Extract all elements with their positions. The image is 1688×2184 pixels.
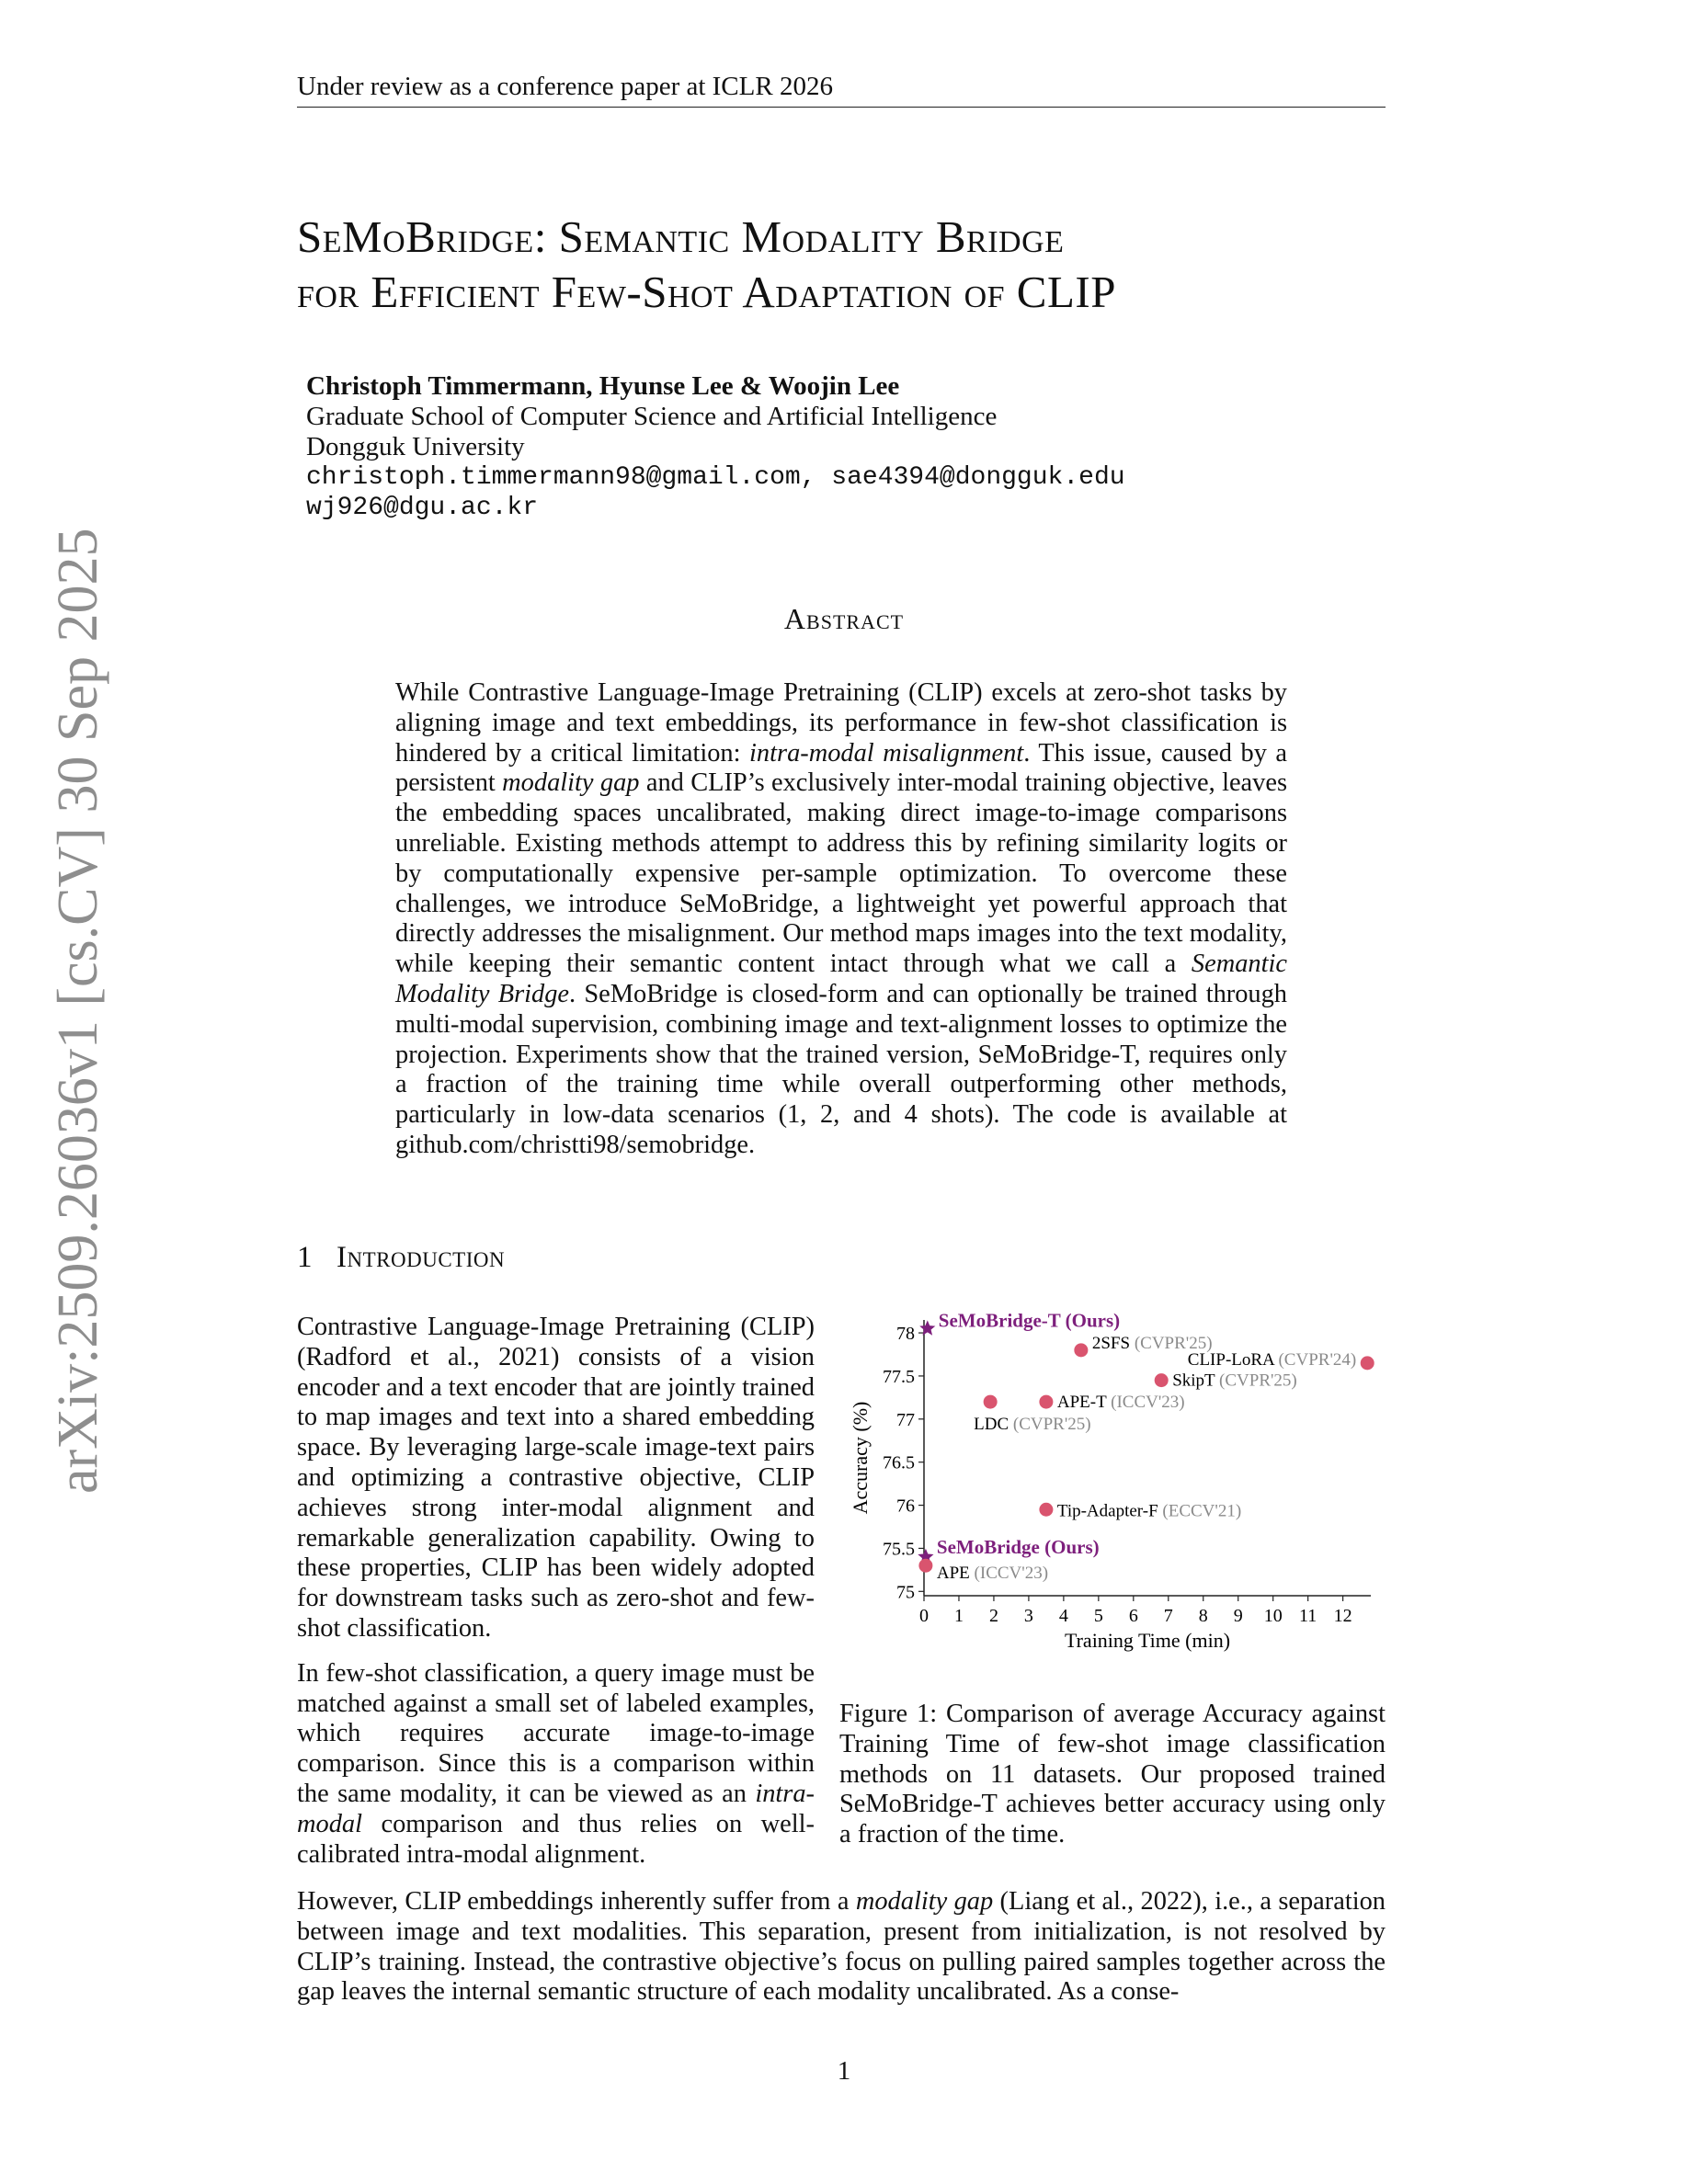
y-tick-label: 78	[896, 1324, 915, 1345]
data-point	[918, 1559, 932, 1573]
x-tick-label: 3	[1023, 1606, 1033, 1626]
y-tick-label: 77.5	[883, 1366, 915, 1387]
y-tick-label: 77	[896, 1409, 915, 1430]
data-point-label	[1188, 1350, 1356, 1370]
method-name: CLIP-LoRA	[1187, 1349, 1274, 1370]
x-tick-label: 7	[1163, 1606, 1173, 1626]
method-name: APE-T	[1056, 1393, 1107, 1413]
x-tick-label: 10	[1263, 1606, 1283, 1626]
x-tick-label: 4	[1058, 1606, 1068, 1626]
section-heading	[297, 1241, 505, 1275]
x-axis-label: Training Time (min)	[1064, 1629, 1231, 1652]
data-point	[1039, 1503, 1053, 1517]
intro-full-width-paragraph	[297, 1887, 1386, 2022]
data-point-label	[974, 1415, 1090, 1434]
method-name: SeMoBridge (Ours)	[936, 1535, 1100, 1558]
abstract-body	[395, 678, 1287, 1161]
abstract-emphasis-2: modality gap	[502, 768, 640, 798]
method-name: APE	[936, 1564, 970, 1584]
abstract-text-4: . SeMoBridge is closed-form and can optionally be trained through multi-modal supervision, combining image and text-alignment losses to optimize the projection. Experiments show that the trained version, SeMoBridge-T, requires only a fraction of the training time while overall outperforming other methods, particularly in low-data scenarios (1, 2, and 4 shots). The code is available at github.com/christti98/semobridge.	[395, 979, 1288, 1159]
abstract-text-3: and CLIP’s exclusively inter-modal training objective, leaves the embedding spaces uncalibrated, making direct image-to-image comparisons unreliable. Existing methods attempt to address this by refining similarity logits or by computationally expensive per-sample optimization. To overcome these challenges, we introduce SeMoBridge, a lightweight yet powerful approach that directly addresses the misalignment. Our method maps images into the text modality, while keeping their semantic content intact through what we call a	[395, 768, 1288, 979]
data-point-label	[1057, 1393, 1185, 1412]
data-point	[1361, 1356, 1374, 1370]
author-emails: christoph.timmermann98@gmail.com, sae4394@dongguk.edu	[306, 463, 1125, 492]
intro-left-column	[297, 1313, 815, 1884]
method-venue: (CVPR'24)	[1273, 1349, 1357, 1370]
x-tick-label: 1	[953, 1606, 964, 1626]
x-tick-label: 6	[1128, 1606, 1138, 1626]
method-name: 2SFS	[1091, 1333, 1131, 1353]
abstract-heading: Abstract	[783, 602, 905, 635]
y-tick-label: 75	[896, 1582, 915, 1603]
intro-p2-text-a: In few-shot classification, a query image must be matched against a small set of labeled examples, which requires accurate image-to-image comparison. Since this is a comparison within the same modality, it can be viewed as an	[297, 1658, 815, 1808]
x-tick-label: 11	[1299, 1606, 1317, 1626]
method-venue: (ICCV'23)	[1106, 1393, 1185, 1413]
data-point	[984, 1395, 998, 1409]
y-tick-label: 75.5	[883, 1539, 915, 1560]
method-venue: (CVPR'25)	[1130, 1333, 1213, 1353]
intro-paragraph-3	[297, 1887, 1386, 2008]
affiliation-school: Graduate School of Computer Science and Artificial Intelligence	[306, 402, 998, 431]
data-point-label	[937, 1564, 1048, 1583]
y-axis-label: Accuracy (%)	[849, 1401, 872, 1515]
abstract-text-2: . This issue, caused by a persistent	[395, 738, 1288, 798]
title-line-2: for Efficient Few-Shot Adaptation of CLIP	[297, 267, 1116, 317]
data-point	[1074, 1343, 1088, 1357]
data-point-label	[1172, 1371, 1297, 1391]
intro-p3-text-a: However, CLIP embeddings inherently suffer from a	[297, 1887, 856, 1916]
method-name: Tip-Adapter-F	[1056, 1501, 1158, 1521]
x-tick-label: 9	[1233, 1606, 1243, 1626]
x-tick-label: 12	[1333, 1606, 1352, 1626]
abstract-emphasis-1: intra-modal misalignment	[749, 738, 1024, 768]
paper-title	[297, 210, 1400, 320]
abstract-emphasis-3: Semantic Modality Bridge	[395, 950, 1287, 1008]
intro-p3-text-b: (Liang et al., 2022), i.e., a separation between image and text modalities. This separation, present from initialization, is not resolved by CLIP’s training. Instead, the contrastive objective’s focus on pulling paired samples together across the gap leaves the internal semantic structure of each modality uncalibrated. As a conse-	[297, 1887, 1386, 2007]
method-venue: (CVPR'25)	[1009, 1415, 1091, 1435]
accuracy-vs-time-scatter	[839, 1313, 1386, 1653]
data-point-label	[939, 1313, 1120, 1331]
figure-1-caption: Figure 1: Comparison of average Accuracy against Training Time of few-shot image classification methods on 11 datasets. Our proposed trained SeMoBridge-T achieves better accuracy using only a fraction of the time.	[839, 1700, 1386, 1849]
intro-p2-text-b: comparison and thus relies on well-calibrated intra-modal alignment.	[297, 1809, 815, 1869]
data-point-label	[1057, 1501, 1241, 1520]
method-name: SkipT	[1172, 1371, 1215, 1391]
figure-1-chart	[839, 1313, 1386, 1653]
data-point	[1039, 1395, 1053, 1409]
section-number: 1	[297, 1241, 313, 1274]
data-point	[1155, 1373, 1169, 1387]
abstract-text-1: While Contrastive Language-Image Pretraining (CLIP) excels at zero-shot tasks by aligning image and text embeddings, its performance in few-shot classification is hindered by a critical limitation:	[395, 678, 1287, 768]
intro-paragraph-1: Contrastive Language-Image Pretraining (CLIP) (Radford et al., 2021) consists of a vision encoder and a text encoder that are jointly trained to map images and text into a shared embedding space. By leveraging large-scale image-text pairs and optimizing a contrastive objective, CLIP achieves strong inter-modal alignment and remarkable generalization capability. Owing to these properties, CLIP has been widely adopted for downstream tasks such as zero-shot and few-shot classification.	[297, 1313, 815, 1643]
intro-p3-emphasis: modality gap	[855, 1887, 994, 1916]
x-tick-label: 2	[988, 1606, 998, 1626]
title-line-1: SeMoBridge: Semantic Modality Bridge	[297, 211, 1065, 262]
method-venue: (ICCV'23)	[969, 1564, 1049, 1584]
data-point-label	[937, 1536, 1100, 1558]
method-name: SeMoBridge-T (Ours)	[938, 1313, 1121, 1332]
running-header: Under review as a conference paper at ICLR 2026	[297, 70, 1386, 108]
author-list: Christoph Timmermann, Hyunse Lee & Woojin Lee	[306, 371, 900, 401]
arxiv-watermark: arXiv:2509.26036v1 [cs.CV] 30 Sep 2025	[47, 528, 109, 1494]
method-name: LDC	[974, 1415, 1009, 1435]
x-tick-label: 8	[1198, 1606, 1208, 1626]
author-email-2: wj926@dgu.ac.kr	[306, 494, 539, 522]
intro-paragraph-2	[297, 1659, 815, 1871]
section-title: Introduction	[336, 1241, 506, 1274]
x-tick-label: 0	[919, 1606, 929, 1626]
y-tick-label: 76	[896, 1496, 915, 1517]
page-number: 1	[837, 2056, 851, 2086]
y-tick-label: 76.5	[883, 1452, 915, 1473]
affiliation-university: Dongguk University	[306, 432, 525, 461]
method-venue: (ECCV'21)	[1158, 1501, 1242, 1521]
intro-p2-emphasis: intra-modal	[297, 1779, 815, 1838]
method-venue: (CVPR'25)	[1215, 1371, 1297, 1391]
x-tick-label: 5	[1093, 1606, 1103, 1626]
